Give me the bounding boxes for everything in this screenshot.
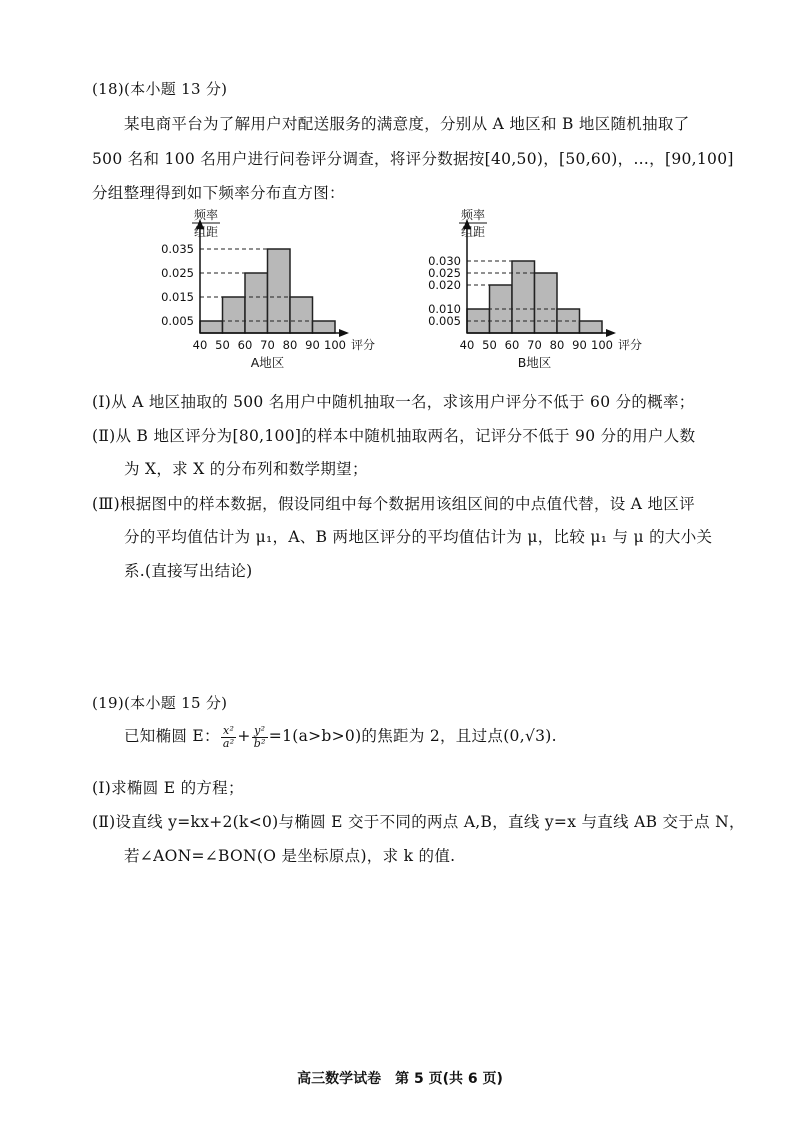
q19-part2-line2: 若∠AON=∠BON(O 是坐标原点)，求 k 的值.: [124, 847, 456, 865]
x-tick-label: 50: [482, 338, 497, 352]
y-tick-label: 0.025: [428, 266, 461, 280]
x-tick-label: 80: [282, 338, 298, 352]
q18-intro-line2: 500 名和 100 名用户进行问卷评分调查，将评分数据按[40,50)，[50,60)，…，[90,100]: [92, 150, 734, 168]
y-tick-label: 0.015: [161, 290, 194, 304]
chart-title: A地区: [250, 355, 285, 370]
y-label-top: 频率: [194, 208, 219, 222]
x-tick-label: 90: [305, 338, 320, 352]
x-axis-arrow: [339, 329, 349, 337]
x-tick-label: 70: [260, 338, 275, 352]
q19-part2-line1: (Ⅱ)设直线 y=kx+2(k<0)与椭圆 E 交于不同的两点 A,B，直线 y=x 与直线 AB 交于点 N，: [92, 813, 745, 831]
x-tick-label: 50: [215, 338, 230, 352]
y-tick-label: 0.010: [428, 302, 461, 316]
q19-stem-post: =1(a>b>0)的焦距为 2，且过点(0,: [268, 727, 525, 745]
q18-intro-line3: 分组整理得到如下频率分布直方图：: [92, 184, 345, 202]
y-label-top: 频率: [461, 208, 486, 222]
histogram-bar: [268, 249, 291, 333]
y-tick-label: 0.005: [161, 314, 194, 328]
histogram-b: [415, 205, 665, 375]
q18-intro-line1: 某电商平台为了解用户对配送服务的满意度，分别从 A 地区和 B 地区随机抽取了: [124, 115, 690, 133]
histogram-bar: [223, 297, 246, 333]
q18-part3-line1: (Ⅲ)根据图中的样本数据，假设同组中每个数据用该组区间的中点值代替，设 A 地区评: [92, 495, 695, 513]
q19-stem-pre: 已知椭圆 E：: [124, 727, 220, 745]
q19-header: (19)(本小题 15 分): [92, 694, 228, 712]
histogram-bar: [313, 321, 336, 333]
frac1-denominator: a²: [222, 736, 235, 750]
histogram-bar: [535, 273, 558, 333]
q19-stem-end: ).: [545, 727, 557, 745]
frac2-numerator: y²: [252, 725, 268, 738]
q18-part2-line1: (Ⅱ)从 B 地区评分为[80,100]的样本中随机抽取两名，记评分不低于 90 分的用户人数: [92, 427, 696, 445]
x-tick-label: 70: [527, 338, 542, 352]
frac2-denominator: b²: [253, 736, 266, 750]
y-tick-label: 0.035: [161, 242, 194, 256]
y-label-bottom: 组距: [461, 225, 486, 239]
fraction-y2-b2: [252, 725, 268, 750]
x-axis-label: 评分: [351, 338, 376, 352]
y-label-bottom: 组距: [194, 225, 219, 239]
x-tick-label: 80: [549, 338, 565, 352]
chart-title: B地区: [517, 355, 552, 370]
histogram-bar: [200, 321, 223, 333]
q19-part1: (Ⅰ)求椭圆 E 的方程；: [92, 779, 244, 797]
q18-part2-line2: 为 X，求 X 的分布列和数学期望；: [124, 460, 368, 478]
x-axis-label: 评分: [618, 338, 643, 352]
fraction-x2-a2: [221, 725, 237, 750]
y-tick-label: 0.025: [161, 266, 194, 280]
q18-header: (18)(本小题 13 分): [92, 80, 228, 98]
page-footer: 高三数学试卷 第 5 页(共 6 页): [297, 1071, 503, 1087]
q18-part3-line2: 分的平均值估计为 μ₁，A、B 两地区评分的平均值估计为 μ，比较 μ₁ 与 μ 的大小关: [124, 528, 713, 546]
y-tick-label: 0.030: [428, 254, 461, 268]
q19-stem: [124, 724, 557, 750]
histogram-a: [148, 205, 398, 375]
y-tick-label: 0.020: [428, 278, 461, 292]
frac1-numerator: x²: [221, 725, 237, 738]
histogram-bar: [245, 273, 268, 333]
x-tick-label: 90: [572, 338, 587, 352]
x-tick-label: 60: [504, 338, 520, 352]
x-tick-label: 40: [192, 338, 208, 352]
x-tick-label: 100: [591, 338, 613, 352]
q18-part3-line3: 系.(直接写出结论): [124, 562, 253, 580]
plus-sign: +: [237, 727, 251, 745]
sqrt3: √3: [524, 727, 546, 745]
histogram-bar: [580, 321, 603, 333]
histogram-bar: [490, 285, 513, 333]
x-tick-label: 100: [324, 338, 346, 352]
x-tick-label: 60: [237, 338, 253, 352]
y-tick-label: 0.005: [428, 314, 461, 328]
q18-part1: (Ⅰ)从 A 地区抽取的 500 名用户中随机抽取一名，求该用户评分不低于 60 分的概率；: [92, 393, 695, 411]
histogram-bar: [512, 261, 535, 333]
x-tick-label: 40: [459, 338, 475, 352]
histogram-bar: [290, 297, 313, 333]
x-axis-arrow: [606, 329, 616, 337]
